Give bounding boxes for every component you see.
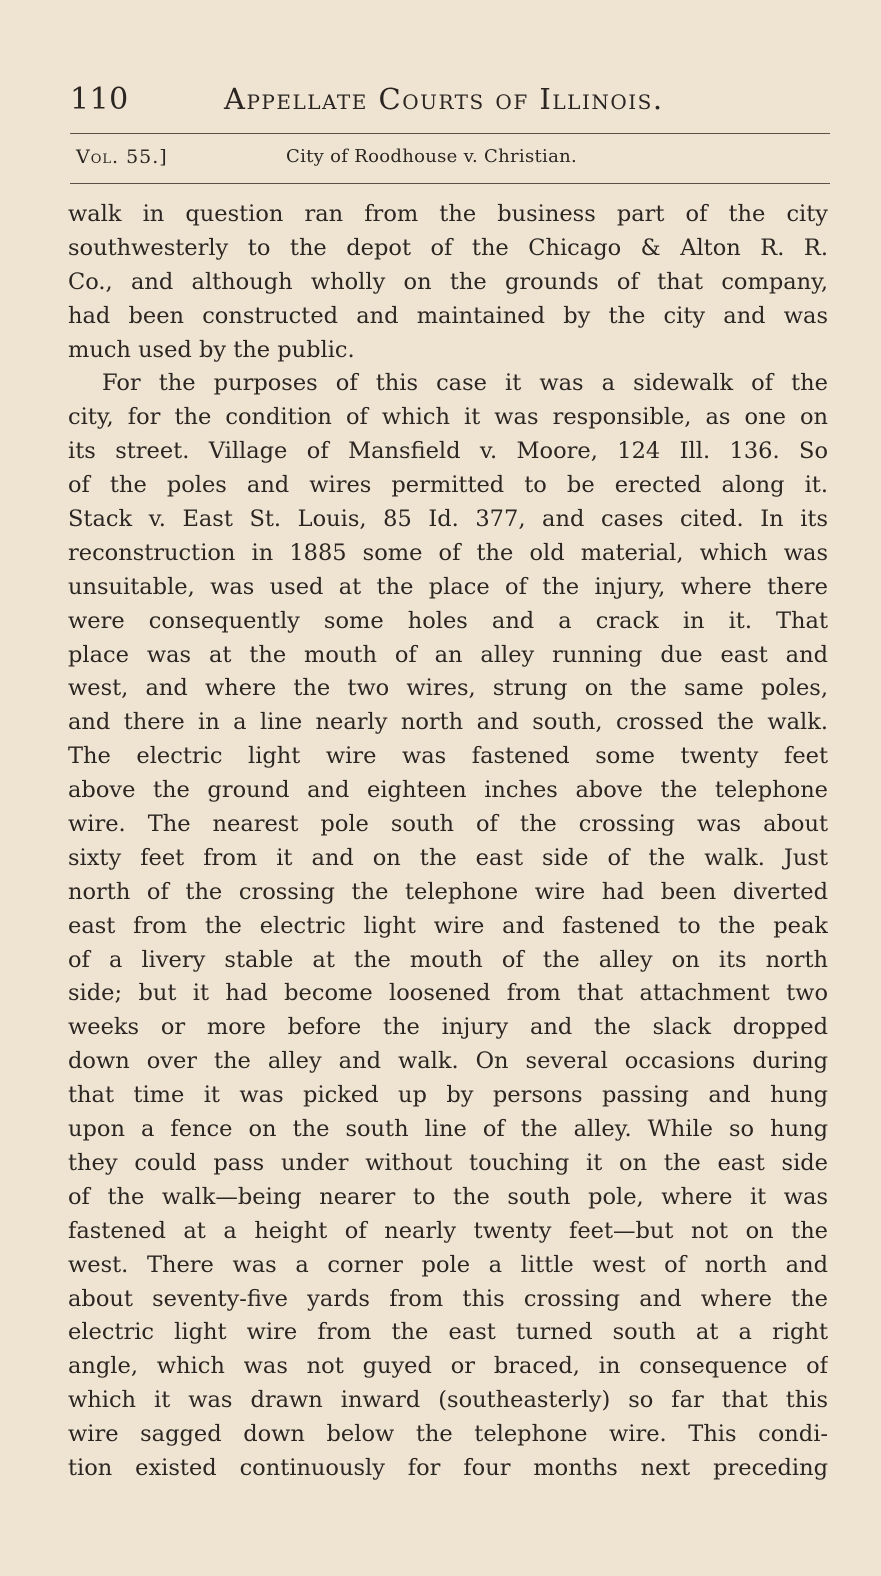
text-line: sixty feet from it and on the east side of the walk. Just [68,844,828,871]
header-rule-top [70,133,830,134]
text-line: angle, which was not guyed or braced, in consequence of [68,1353,828,1380]
text-line: down over the alley and walk. On several occasions during [68,1048,828,1075]
text-line: of the poles and wires permitted to be erected along it. [68,472,828,499]
text-line: that time it was picked up by persons passing and hung [68,1082,828,1109]
text-line: had been constructed and maintained by the city and was [68,302,828,329]
text-line: Co., and although wholly on the grounds of that company, [68,268,828,295]
text-line: southwesterly to the depot of the Chicago & Alton R. R. [68,234,828,261]
text-line: and there in a line nearly north and south, crossed the walk. [68,709,828,736]
text-line: much used by the public. [68,336,355,363]
page-number: 110 [70,82,129,117]
text-line: they could pass under without touching it on the east side [68,1149,828,1176]
text-line: of the walk—being nearer to the south pole, where it was [68,1183,828,1210]
text-line: city, for the condition of which it was responsible, as one on [68,404,828,431]
text-line: reconstruction in 1885 some of the old material, which was [68,539,828,566]
opinion-text [68,198,828,1486]
text-line: The electric light wire was fastened some twenty feet [68,743,828,770]
text-line: electric light wire from the east turned south at a right [68,1319,828,1346]
book-title: Appellate Courts of Illinois. [224,82,664,116]
text-line: fastened at a height of nearly twenty feet—but not on the [68,1217,828,1244]
text-line: west, and where the two wires, strung on the same poles, [68,675,828,702]
text-line: unsuitable, was used at the place of the injury, where there [68,573,828,600]
text-line: about seventy-five yards from this crossing and where the [68,1285,828,1312]
text-line: upon a fence on the south line of the alley. While so hung [68,1116,828,1143]
text-line: walk in question ran from the business part of the city [68,201,828,227]
case-subheader [70,144,830,176]
text-line: its street. Village of Mansfield v. Moore, 124 Ill. 136. So [68,438,828,465]
text-line: of a livery stable at the mouth of the alley on its north [68,946,828,973]
text-line: weeks or more before the injury and the slack dropped [68,1014,828,1041]
text-line: which it was drawn inward (southeasterly) so far that this [68,1387,828,1414]
volume-label: Vol. 55.] [76,146,168,168]
text-line: east from the electric light wire and fastened to the peak [68,912,828,939]
text-line: tion existed continuously for four months next preceding [68,1454,828,1481]
text-line: above the ground and eighteen inches above the telephone [68,777,828,804]
running-head [70,82,830,126]
text-line: side; but it had become loosened from that attachment two [68,980,828,1007]
case-title: City of Roodhouse v. Christian. [286,146,578,167]
text-line: wire. The nearest pole south of the crossing was about [68,811,828,838]
text-line: place was at the mouth of an alley running due east and [68,641,828,668]
text-line: wire sagged down below the telephone wire. This condi- [68,1421,828,1448]
text-line: west. There was a corner pole a little west of north and [68,1251,828,1278]
text-line: north of the crossing the telephone wire had been diverted [68,878,828,905]
text-line: were consequently some holes and a crack in it. That [68,607,828,634]
text-line: For the purposes of this case it was a sidewalk of the [102,370,828,397]
text-line: Stack v. East St. Louis, 85 Id. 377, and cases cited. In its [68,506,828,533]
header-rule-bottom [70,183,830,184]
